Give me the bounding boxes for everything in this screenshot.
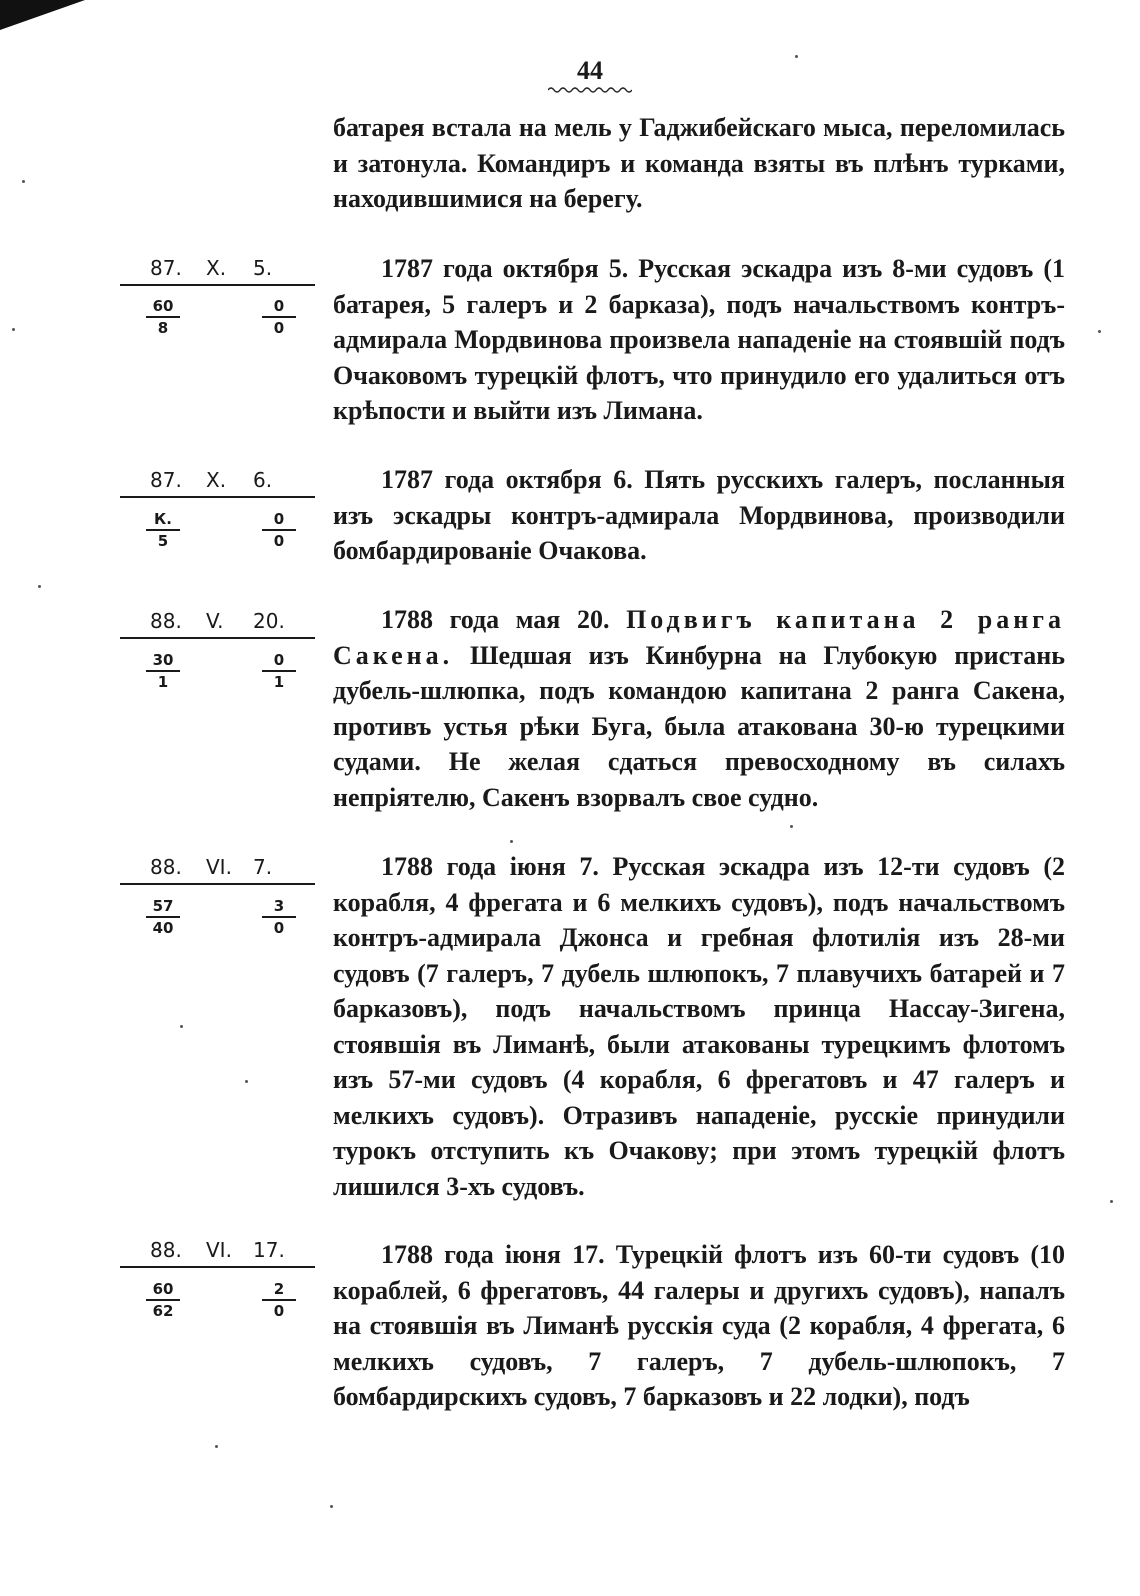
entry-date-header — [120, 609, 315, 639]
scan-speck — [12, 328, 15, 331]
ratio-numerator: 0 — [262, 510, 296, 531]
ratio-numerator: 3 — [262, 897, 296, 918]
ratio-denominator: 0 — [273, 319, 285, 337]
scan-speck — [330, 1505, 333, 1508]
ratio-denominator: 1 — [157, 673, 169, 691]
ratio-numerator: 0 — [262, 651, 296, 672]
ratio-numerator: 60 — [146, 297, 180, 318]
scan-speck — [38, 585, 41, 588]
ratio-denominator: 5 — [157, 532, 169, 550]
date-month: V. — [206, 609, 224, 633]
entry-paragraph: 1787 года октября 5. Русская эскадра изъ 8-ми судовъ (1 батарея, 5 галеръ и 2 барказа), подъ начальствомъ контръ-адмирала Мордвинова произвела нападеніе на стоявшій подъ Очаковомъ турецкій флотъ, что принудило его удалиться отъ крѣпости и выйти изъ Лимана. — [333, 254, 1065, 425]
ratio-numerator: 60 — [146, 1280, 180, 1301]
entry-date-header — [120, 468, 315, 498]
date-month: X. — [206, 256, 227, 280]
ratio-denominator: 1 — [273, 673, 285, 691]
date-month: X. — [206, 468, 227, 492]
ratio-right — [262, 1280, 296, 1320]
ratio-left — [146, 651, 180, 691]
date-day: 17. — [253, 1238, 285, 1262]
date-year: 88. — [150, 855, 182, 879]
scan-speck — [1098, 330, 1101, 333]
entry-date-header — [120, 256, 315, 286]
scan-speck — [1110, 1200, 1113, 1203]
ratio-denominator: 62 — [152, 1302, 174, 1320]
ratio-left — [146, 510, 180, 550]
date-year: 88. — [150, 609, 182, 633]
scan-speck — [215, 1445, 218, 1448]
scan-speck — [510, 840, 513, 843]
ratio-numerator: 0 — [262, 297, 296, 318]
page-number: 44 — [577, 56, 603, 85]
entry-lead: 1788 года мая 20. — [381, 605, 627, 634]
entry-paragraph: 1788 года іюня 7. Русская эскадра изъ 12-ти судовъ (2 корабля, 4 фрегата и 6 мелкихъ судовъ), подъ начальствомъ контръ-адмирала Джонса и гребная флотилія изъ 28-ми судовъ (7 галеръ, 7 дубель шлюпокъ, 7 плавучихъ батарей и 7 барказовъ), подъ начальствомъ принца Нассау-Зигена, стоявшія въ Лиманѣ, были атакованы турецкимъ флотомъ изъ 57-ми судовъ (4 корабля, 6 фрегатовъ и 47 галеръ и мелкихъ судовъ). Отразивъ нападеніе, русскіе принудили турокъ отступить къ Очакову; при этомъ турецкій флотъ лишился 3-хъ судовъ. — [333, 852, 1065, 1201]
ratio-left — [146, 897, 180, 937]
scan-speck — [245, 1080, 248, 1083]
ratio-left — [146, 1280, 180, 1320]
ratio-denominator: 0 — [273, 919, 285, 937]
ratio-denominator: 0 — [273, 532, 285, 550]
entry-spaced-heading: Подвигъ капитана 2 ранга Сакена. — [333, 605, 1065, 670]
scan-speck — [790, 825, 793, 828]
entry-date-header — [120, 855, 315, 885]
date-month: VI. — [206, 855, 232, 879]
entry-paragraph — [333, 602, 1065, 815]
page-number-underline — [548, 86, 632, 94]
ratio-numerator: 2 — [262, 1280, 296, 1301]
ratio-right — [262, 897, 296, 937]
date-day: 7. — [253, 855, 273, 879]
entry-body: Шедшая изъ Кинбурна на Глубокую пристань дубель-шлюпка, подъ командою капитана 2 ранга Сакена, противъ устья рѣки Буга, была атакована 30-ю турецкими судами. Не желая сдаться превосходному въ силахъ непріятелю, Сакенъ взорвалъ свое судно. — [333, 640, 1065, 812]
scan-speck — [22, 180, 25, 183]
ratio-right — [262, 651, 296, 691]
entry-date-header — [120, 1238, 315, 1268]
scan-speck — [180, 1025, 183, 1028]
ratio-denominator: 0 — [273, 1302, 285, 1320]
scan-speck — [795, 55, 798, 58]
ratio-left — [146, 297, 180, 337]
ratio-denominator: 8 — [157, 319, 169, 337]
date-day: 5. — [253, 256, 273, 280]
date-year: 87. — [150, 256, 182, 280]
ratio-numerator: 30 — [146, 651, 180, 672]
ratio-right — [262, 510, 296, 550]
date-year: 88. — [150, 1238, 182, 1262]
entry-paragraph: 1787 года октября 6. Пять русскихъ галеръ, посланныя изъ эскадры контръ-адмирала Мордвинова, производили бомбардированіе Очакова. — [333, 465, 1065, 565]
ratio-right — [262, 297, 296, 337]
date-year: 87. — [150, 468, 182, 492]
ratio-denominator: 40 — [152, 919, 174, 937]
date-day: 20. — [253, 609, 285, 633]
date-day: 6. — [253, 468, 273, 492]
intro-paragraph: батарея встала на мель у Гаджибейскаго мыса, переломилась и затонула. Командиръ и команда взяты въ плѣнъ турками, находившимися на берегу. — [333, 113, 1065, 213]
date-month: VI. — [206, 1238, 232, 1262]
corner-scan-mark — [0, 0, 100, 40]
entry-paragraph: 1788 года іюня 17. Турецкій флотъ изъ 60-ти судовъ (10 кораблей, 6 фрегатовъ, 44 галеры и другихъ судовъ), напалъ на стоявшія въ Лиманѣ русскія суда (2 корабля, 4 фрегата, 6 мелкихъ судовъ, 7 галеръ, 7 дубель-шлюпокъ, 7 бомбардирскихъ судовъ, 7 барказовъ и 22 лодки), подъ — [333, 1240, 1065, 1411]
ratio-numerator: К. — [146, 510, 180, 531]
ratio-numerator: 57 — [146, 897, 180, 918]
